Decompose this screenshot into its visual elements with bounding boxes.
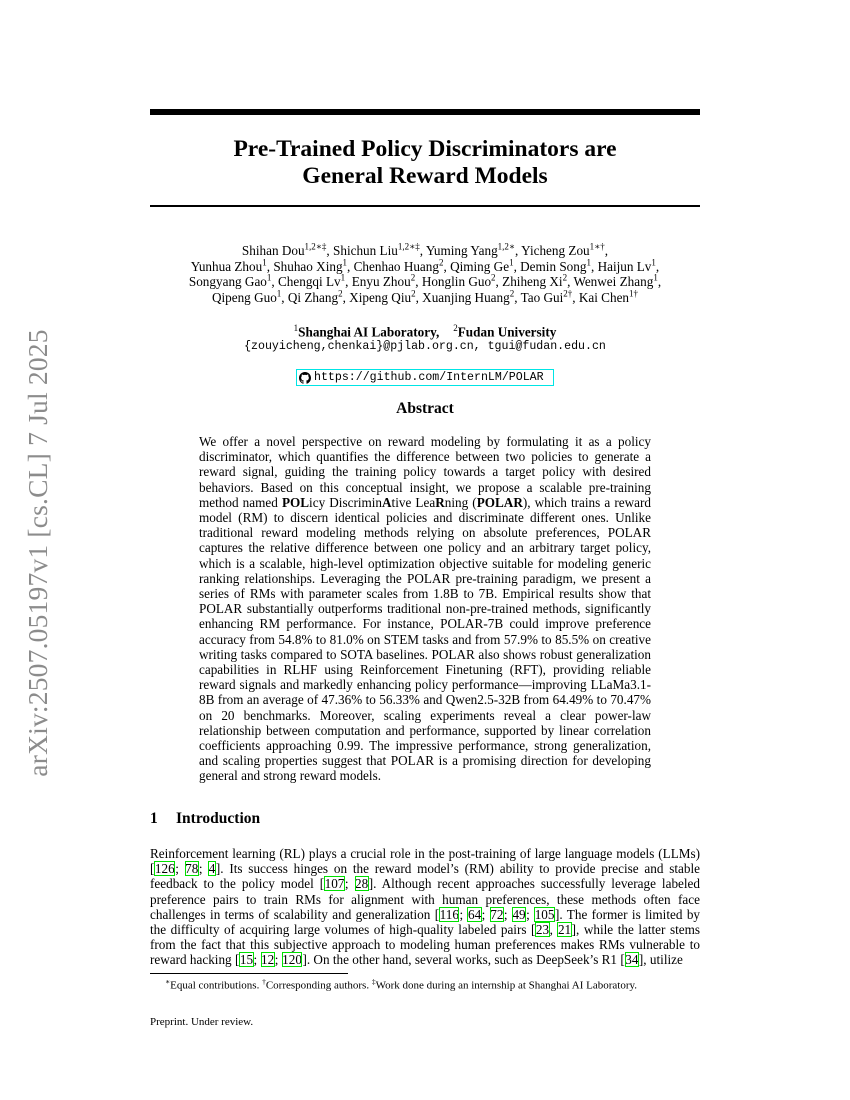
author-affiliation-marker: 2 [410,272,416,283]
title-top-rule [150,109,700,115]
author-separator: , [604,243,609,258]
intro-text: ; [459,906,468,922]
author-separator: , [415,289,423,305]
citation-link[interactable]: 21 [557,922,572,938]
author-name: Demin Song [520,258,587,274]
footnote-marker-internship: ‡ [371,977,376,986]
footnote-internship: Work done during an internship at Shanghai AI Laboratory. [375,979,638,992]
footnote-equal: Equal contributions. [170,979,263,992]
abstract-heading: Abstract [396,400,454,417]
author-name: Enyu Zhou [351,274,411,290]
abstract-text-5: ), which trains a reward model (RM) to discern identical policies and discriminate different ones. Unlike traditional reward modeling methods relying on absolute preferences, POLAR captures the relative difference between one policy and an arbitrary target policy, which is a scalable, high-level optimization objective suitable for modeling generic ranking relationships. Leveraging the POLAR pre-training paradigm, we present a series of RMs with parameter scales from 1.8B to 7B. Empirical results show that POLAR substantially outperforms traditional non-pre-trained methods, significantly enhancing RM performance. For instance, POLAR-7B could improve preference accuracy from 54.8% to 81.0% on STEM tasks and from 57.9% to 85.5% on creative writing tasks compared to SOTA baselines. POLAR also shows robust generalization capabilities in RLHF using Reinforcement Finetuning (RFT), providing reliable reward signals and markedly enhancing policy performance—improving LLaMa3.1-8B from an average of 47.36% to 56.33% and Qwen2.5-32B from 64.49% to 70.47% on 20 benchmarks. Moreover, scaling experiments reveal a clear power-law relationship between computation and performance, supported by linear correlation coefficients approaching 0.99. The impressive performance, strong generalization, and scaling properties suggest that POLAR is a promising direction for developing general and strong reward models. [199,494,651,784]
acronym-polar: POLAR [476,494,523,510]
citation-link[interactable]: 78 [185,861,199,877]
citation-link[interactable]: 126 [154,861,175,877]
abstract-text-4: ning ( [444,494,477,510]
intro-text: ; [198,861,209,877]
citation-link[interactable]: 64 [467,906,482,922]
title-bottom-rule [150,205,700,207]
intro-text: ]. On the other hand, several works, such as DeepSeek’s R1 [ [302,952,625,968]
affiliations [150,323,700,340]
author-affiliation-marker: 1 [262,257,267,268]
author-name: Yuming Yang [425,243,498,258]
author-name: Yunhua Zhou [190,258,263,274]
footnote-rule [150,973,348,974]
author-affiliation-marker: 1 [651,257,656,268]
citation-link[interactable]: 34 [625,952,639,968]
author-name: Haijun Lv [597,258,652,274]
author-separator: , [657,274,662,290]
footnote-corresponding: Corresponding authors. [265,979,372,992]
author-name: Shichun Liu [333,243,398,258]
author-affiliation-marker: 2 [438,257,444,268]
github-url[interactable]: https://github.com/InternLM/POLAR [314,371,544,384]
acronym-pol: POL [281,494,310,510]
citation-link[interactable]: 105 [534,906,555,922]
author-separator: , [281,289,288,305]
intro-text: ]. The former is limited by the difficulty of acquiring large volumes of high-quality labeled pairs [ [150,906,701,938]
citation-link[interactable]: 28 [355,876,369,892]
intro-text: ; [175,861,185,877]
abstract-text-2: icy Discrimin [309,494,383,510]
section-heading-introduction [150,810,260,828]
author-separator: , [513,258,521,274]
introduction-paragraph [150,846,700,968]
acronym-a: A [382,494,392,510]
affiliation-2: Fudan University [457,324,557,340]
citation-link[interactable]: 12 [261,952,275,968]
author-affiliation-marker: 1,2∗ [497,241,516,252]
author-affiliation-marker: 2 [509,288,515,299]
author-name: Chengqi Lv [278,274,341,290]
author-separator: , [567,274,574,290]
footnote-marker-corresponding: † [262,977,266,986]
title-line-1: Pre-Trained Policy Discriminators are [233,136,617,162]
citation-link[interactable]: 120 [282,952,302,968]
intro-text: ], while the latter stems from the fact that this subjective approach to modeling human preferences makes RMs vulnerable to reward hacking [ [150,922,701,968]
intro-text: ]. Although recent approaches successfully leverage labeled preference pairs to train RMs for alignment with human preferences, these methods often face challenges in terms of scalability and generalization [ [150,876,700,922]
paper-title [150,136,700,190]
preprint-note: Preprint. Under review. [150,1016,254,1028]
author-name: Wenwei Zhang [573,274,654,290]
author-name: Kai Chen [578,289,630,305]
author-name: Tao Gui [520,289,564,305]
intro-text: Reinforcement learning (RL) plays a crucial role in the post-training of large language models (LLMs) [ [150,846,700,877]
affiliation-2-marker: 2 [453,323,458,333]
citation-link[interactable]: 4 [208,861,216,877]
author-affiliation-marker: 1,2∗‡ [397,241,420,252]
author-separator: , [515,243,522,258]
citation-link[interactable]: 15 [239,952,254,968]
author-separator: , [590,258,598,274]
author-separator: , [415,274,422,290]
acronym-r: R [435,494,445,510]
author-name: Zhiheng Xi [502,274,563,290]
github-icon [299,372,311,384]
citation-link[interactable]: 72 [490,906,504,922]
intro-text: ; [253,952,261,968]
author-affiliation-marker: 1 [653,272,658,283]
author-affiliation-marker: 1 [340,272,346,283]
intro-text: ; [526,906,535,922]
abstract-text-1: We offer a novel perspective on reward modeling by formulating it as a policy discriminator, which quantifies the difference between two policies to generate a reward signal, guiding the training policy towards a target policy with desired behaviors. Based on this conceptual insight, we propose a scalable pre-training method named [199,434,651,510]
intro-text: ; [481,906,490,922]
intro-text: ; [274,952,282,968]
author-name: Songyang Gao [188,274,267,290]
footnote [165,977,637,992]
author-name: Qi Zhang [287,289,339,305]
author-name: Shuhao Xing [273,258,343,274]
author-affiliation-marker: 1† [629,288,639,299]
abstract-body [199,434,651,784]
section-number: 1 [150,810,158,827]
author-separator: , [495,274,503,290]
author-separator: , [345,274,352,290]
author-affiliation-marker: 1 [342,257,348,268]
author-separator: , [271,274,278,290]
author-separator: , [514,289,521,305]
author-affiliation-marker: 1 [586,257,591,268]
author-separator: , [266,258,274,274]
footnote-marker-equal: ∗ [165,977,171,986]
author-separator: , [326,243,334,258]
affiliation-1: Shanghai AI Laboratory, [298,324,440,340]
intro-text: ]. Its success hinges on the reward model’s (RM) ability to provide precise and stable feedback to the policy model [ [150,861,700,892]
abstract-text-3: tive Lea [391,494,436,510]
author-separator: , [443,258,451,274]
citation-link[interactable]: 23 [535,922,550,938]
intro-text: ], utilize [638,952,683,968]
author-name: Xipeng Qiu [349,289,412,305]
contact-emails: {zouyicheng,chenkai}@pjlab.org.cn, tgui@fudan.edu.cn [244,340,606,353]
author-affiliation-marker: 2† [563,288,573,299]
author-affiliation-marker: 1 [266,272,272,283]
author-separator: , [419,243,426,258]
author-name: Chenhao Huang [353,258,439,274]
author-name: Xuanjing Huang [422,289,510,305]
author-separator: , [347,258,354,274]
author-affiliation-marker: 1,2∗‡ [304,241,327,252]
arxiv-stamp-text: arXiv:2507.05197v1 [cs.CL] 7 Jul 2025 [22,329,53,777]
author-affiliation-marker: 1 [276,288,282,299]
author-name: Honglin Guo [421,274,492,290]
citation-link[interactable]: 116 [439,906,459,922]
section-title: Introduction [176,810,261,827]
author-affiliation-marker: 2 [491,272,496,283]
arxiv-identifier-stamp [18,318,58,788]
author-affiliation-marker: 2 [562,272,568,283]
author-separator: , [572,289,579,305]
github-link[interactable] [296,369,554,386]
intro-text: ; [344,876,355,892]
author-name: Qipeng Guo [211,289,277,305]
intro-text: ; [503,906,512,922]
affiliation-1-marker: 1 [293,323,299,333]
citation-link[interactable]: 107 [324,876,345,892]
author-affiliation-marker: 2 [338,288,343,299]
title-line-2: General Reward Models [302,163,548,189]
author-affiliation-marker: 1 [509,257,514,268]
citation-link[interactable]: 49 [512,906,526,922]
author-name: Yicheng Zou [521,243,590,258]
author-name: Qiming Ge [450,258,510,274]
author-separator: , [655,258,660,274]
author-separator: , [342,289,350,305]
author-affiliation-marker: 1∗† [589,241,605,252]
author-affiliation-marker: 2 [411,288,416,299]
author-name: Shihan Dou [241,243,305,258]
intro-text: , [549,922,558,938]
author-list [150,243,700,305]
